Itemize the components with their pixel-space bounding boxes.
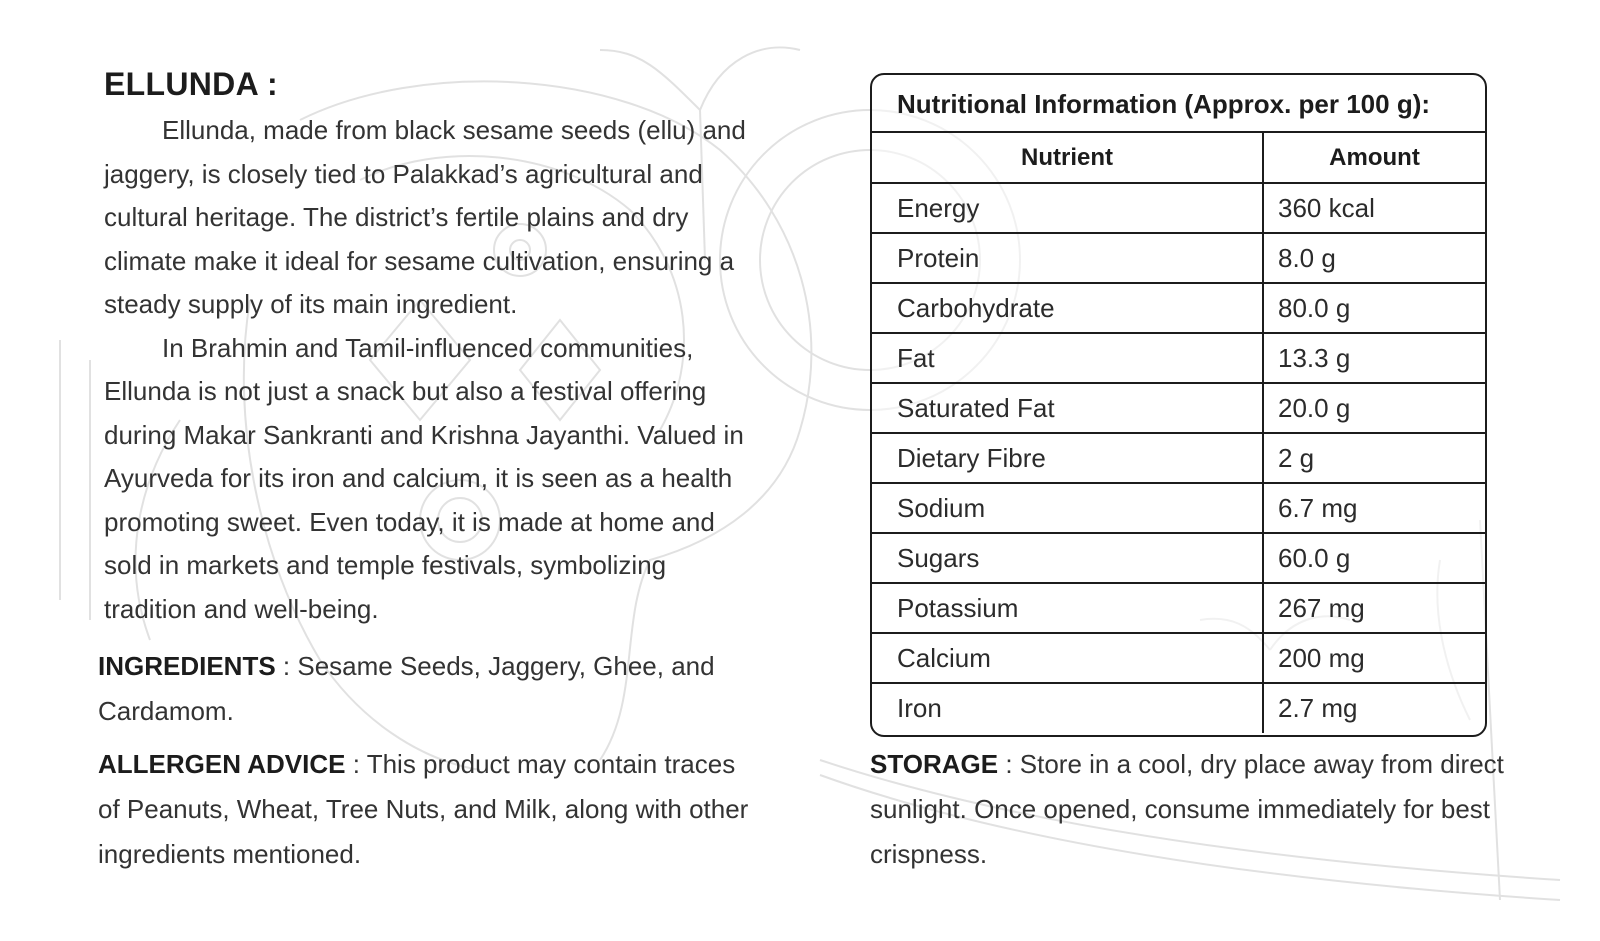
ingredients-section: [98, 644, 758, 734]
allergen-label: ALLERGEN ADVICE: [98, 749, 346, 779]
nutrient-amount: 60.0 g: [1263, 533, 1485, 583]
storage-text: : Store in a cool, dry place away from direct sunlight. Once opened, consume immediately for best crispness.: [870, 749, 1504, 869]
table-row: [872, 333, 1485, 383]
nutrient-amount: 200 mg: [1263, 633, 1485, 683]
nutrient-column-header: Nutrient: [872, 133, 1263, 183]
ingredients-text: : Sesame Seeds, Jaggery, Ghee, and Cardamom.: [98, 651, 715, 726]
nutrition-table-box: [870, 73, 1487, 737]
description-paragraph-1: Ellunda, made from black sesame seeds (ellu) and jaggery, is closely tied to Palakkad’s agricultural and cultural heritage. The district’s fertile plains and dry climate make it ideal for sesame cultivation, ensuring a steady supply of its main ingredient.: [104, 115, 746, 319]
nutrient-amount: 2.7 mg: [1278, 693, 1358, 723]
table-row: [872, 383, 1485, 433]
nutrition-table: [872, 133, 1485, 733]
amount-column-header: Amount: [1263, 133, 1485, 183]
table-row: [872, 233, 1485, 283]
table-row: [872, 633, 1485, 683]
ingredients-label: INGREDIENTS: [98, 651, 276, 681]
allergen-text: : This product may contain traces of Peanuts, Wheat, Tree Nuts, and Milk, along with other ingredients mentioned.: [98, 749, 749, 869]
nutrient-amount: 20.0 g: [1263, 383, 1485, 433]
nutrient-name: Protein: [872, 233, 1263, 283]
nutrient-name: Calcium: [872, 633, 1263, 683]
table-row: [872, 533, 1485, 583]
nutrient-amount: 267 mg: [1263, 583, 1485, 633]
nutrient-amount: 8.0 g: [1263, 233, 1485, 283]
table-row: [872, 433, 1485, 483]
table-row: [872, 183, 1485, 233]
nutrient-amount: 13.3 g: [1263, 333, 1485, 383]
nutrient-name: Iron: [872, 683, 1263, 733]
product-title: ELLUNDA :: [104, 66, 278, 102]
nutrient-name: Carbohydrate: [872, 283, 1263, 333]
table-row: [872, 283, 1485, 333]
nutrient-amount: 360 kcal: [1263, 183, 1485, 233]
table-row: [872, 583, 1485, 633]
nutrient-amount: 2 g: [1263, 433, 1485, 483]
table-row: [872, 683, 1485, 733]
nutrient-amount: 80.0 g: [1263, 283, 1485, 333]
nutrient-name: Fat: [872, 333, 1263, 383]
nutrient-name: Energy: [872, 183, 1263, 233]
nutrient-name: Sodium: [872, 483, 1263, 533]
nutrient-name: Dietary Fibre: [872, 433, 1263, 483]
nutrient-name: Sugars: [872, 533, 1263, 583]
nutrition-header-row: [872, 133, 1485, 183]
description-paragraph-2: In Brahmin and Tamil-influenced communities, Ellunda is not just a snack but also a festival offering during Makar Sankranti and Krishna Jayanthi. Valued in Ayurveda for its iron and calcium, it is seen as a health promoting sweet. Even today, it is made at home and sold in markets and temple festivals, symbolizing tradition and well-being.: [104, 332, 744, 624]
storage-section: [870, 742, 1510, 877]
storage-label: STORAGE: [870, 749, 999, 779]
nutrient-name: Potassium: [872, 583, 1263, 633]
nutrient-name: Saturated Fat: [872, 383, 1263, 433]
nutrition-title: Nutritional Information (Approx. per 100 g):: [872, 75, 1485, 133]
table-row: [872, 483, 1485, 533]
allergen-section: [98, 742, 758, 877]
nutrient-amount: 6.7 mg: [1263, 483, 1485, 533]
product-description-section: [104, 66, 764, 631]
